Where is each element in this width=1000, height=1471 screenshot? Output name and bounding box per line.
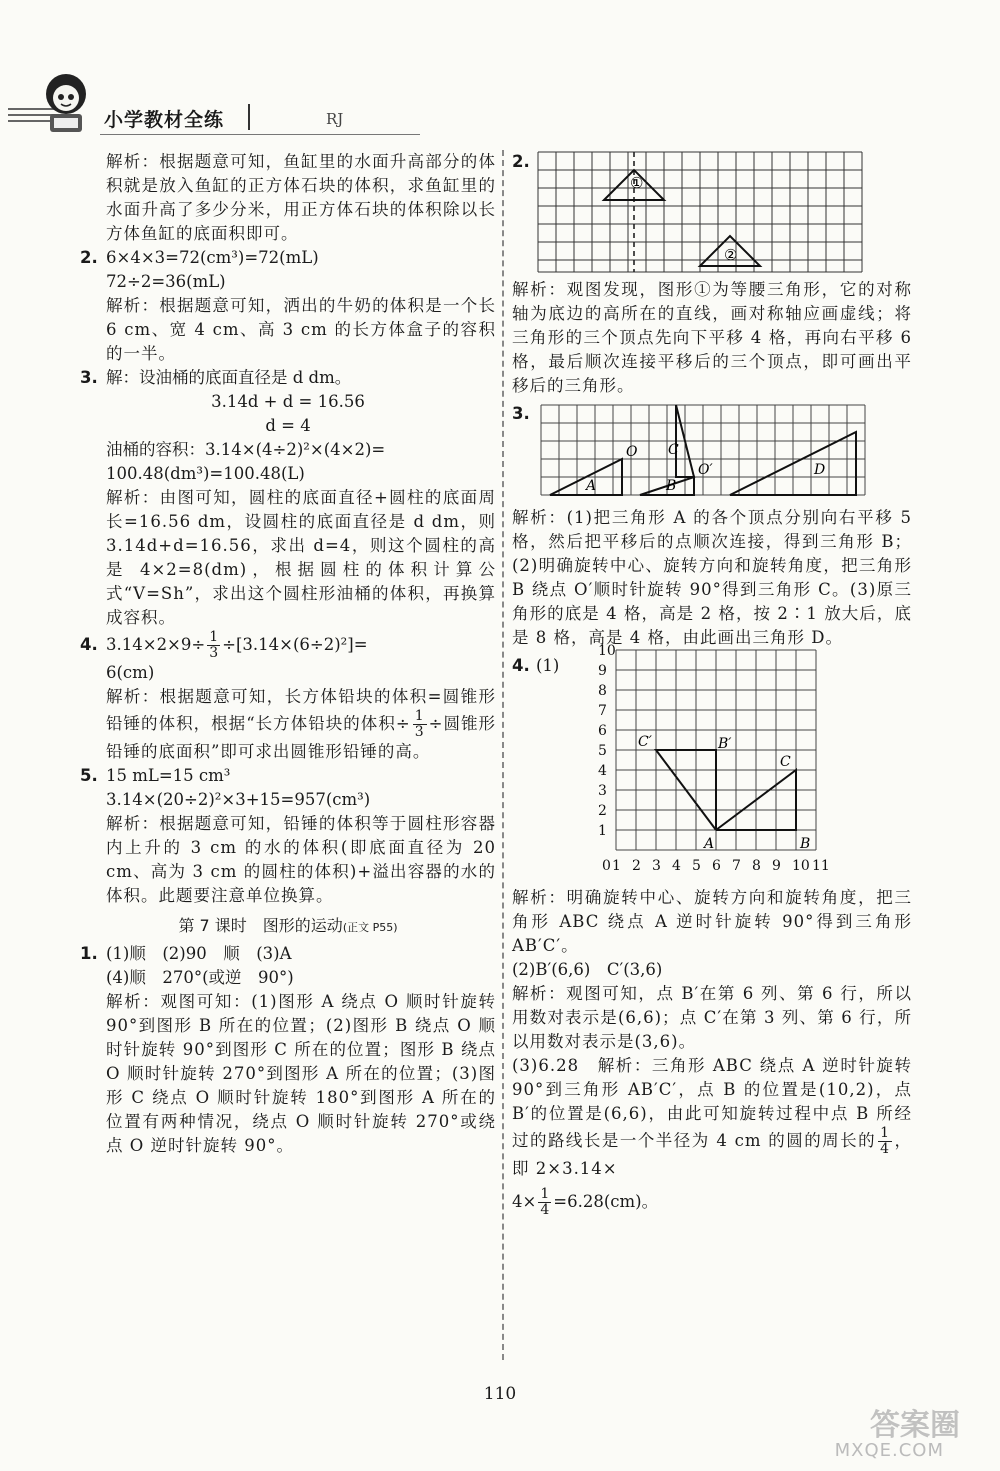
q2-line1: 2. 6×4×3=72(cm³)=72(mL) xyxy=(80,246,496,270)
label-C-prime: C′ xyxy=(638,734,652,750)
q5-line1: 5. 15 mL=15 cm³ xyxy=(80,764,496,788)
r4-part: (1) xyxy=(536,656,560,675)
y-tick-label: 2 xyxy=(598,803,607,819)
label-B-prime: B′ xyxy=(718,736,732,752)
label-D: D xyxy=(814,462,826,478)
header-title: 小学教材全练 xyxy=(104,109,225,131)
left-column xyxy=(80,150,496,1158)
fraction-one-quarter: $\frac{1}{4}$ xyxy=(880,1125,891,1157)
label-B: B xyxy=(800,836,811,852)
header-edition: RJ xyxy=(326,110,344,128)
y-tick-label: 8 xyxy=(598,683,607,699)
x-tick-label: 1 xyxy=(612,858,621,874)
fraction-one-quarter-2: $\frac{1}{4}$ xyxy=(540,1186,550,1218)
figure-3-block xyxy=(512,402,912,506)
q3-line3: 100.48(dm³)=100.48(L) xyxy=(106,464,305,483)
x-tick-label: 4 xyxy=(672,858,681,874)
x-tick-label: 5 xyxy=(692,858,701,874)
q4-line1: 4. 3.14×2×9÷ $\frac{1}{3}$ ÷[3.14×(6÷2)²]= xyxy=(80,629,368,661)
figure-3-grid xyxy=(538,402,868,502)
l1-answer-b: (4)顺 270°(或逆 90°) xyxy=(106,968,294,987)
y-tick-label: 7 xyxy=(598,703,607,719)
l1-number: 1. xyxy=(80,944,98,963)
right-column xyxy=(512,150,912,1218)
q3-number: 3. xyxy=(80,368,98,387)
figure-2-block xyxy=(512,150,912,278)
x-tick-label: 3 xyxy=(652,858,661,874)
fraction-one-third-2: $\frac{1}{3}$ xyxy=(414,708,425,740)
label-O: O xyxy=(626,444,638,460)
x-tick-label: 8 xyxy=(752,858,761,874)
x-tick-label: 2 xyxy=(632,858,641,874)
q4-explanation: 解析：根据题意可知，长方体铅块的体积=圆锥形铅锤的体积，根据“长方体铅块的体积÷ $\frac{1}{3}$ ÷圆锥形铅锤的底面积”即可求出圆锥形铅锤的高。 xyxy=(106,687,497,761)
figure-2-translation-grid xyxy=(538,152,862,272)
r4-explanation: 解析：明确旋转中心、旋转方向和旋转角度，把三角形 ABC 绕点 A 逆时针旋转 90°得到三角形 AB′C′。 xyxy=(512,888,912,955)
label-O-prime: O′ xyxy=(698,462,713,478)
r4-answer-3-end: 4× $\frac{1}{4}$ =6.28(cm)。 xyxy=(512,1186,659,1218)
y-tick-label: 6 xyxy=(598,723,607,739)
header-rule xyxy=(100,134,420,135)
y-tick-label: 5 xyxy=(598,743,607,759)
r4-answer-2: (2)B′(6,6) C′(3,6) xyxy=(512,960,663,979)
q2-line2: 72÷2=36(mL) xyxy=(106,272,226,291)
label-C: C xyxy=(780,754,791,770)
mascot-icon xyxy=(34,68,98,138)
label-triangle-1: ① xyxy=(630,174,644,192)
q4-line2: 6(cm) xyxy=(106,663,155,682)
figure-4-block xyxy=(512,643,912,886)
origin-label: 0 xyxy=(602,858,611,874)
l1-explanation: 解析：观图可知：(1)图形 A 绕点 O 顺时针旋转 90°到图形 B 所在的位置；(2)图形 B 绕点 O 顺时针旋转 90°到图形 C 所在的位置；图形 B 绕点 O 顺时针旋转 270°到图形 A 所在的位置；(3)图形 C 绕点 O 顺时针旋转 180°到图形 A 所在的位置有两种情况，绕点 O 顺时针旋转 270°或绕点 O 逆时针旋转 90°。 xyxy=(106,992,496,1155)
y-tick-label: 4 xyxy=(598,763,607,779)
label-A: A xyxy=(586,478,597,494)
q4-number: 4. xyxy=(80,635,98,654)
lesson-title: 第 7 课时 图形的运动(正文 P55) xyxy=(178,916,398,935)
label-B: B xyxy=(666,478,677,494)
r2-explanation: 解析：观图发现，图形①为等腰三角形，它的对称轴为底边的高所在的直线，画对称轴应画虚线；将三角形的三个顶点先向下平移 4 格，再向右平移 6 格，最后顺次连接平移后的三个顶点，即可画出平移后的三角形。 xyxy=(512,280,912,395)
r3-explanation: 解析：(1)把三角形 A 的各个顶点分别向右平移 5 格，然后把平移后的点顺次连接，得到三角形 B；(2)明确旋转中心、旋转方向和旋转角度，把三角形 B 绕点 O′顺时针旋转 90°得到三角形 C。(3)原三角形的底是 4 格，高是 2 格，按 2∶1 放大后，底是 8 格，高是 4 格，由此画出三角形 D。 xyxy=(512,508,912,647)
y-tick-label: 3 xyxy=(598,783,607,799)
y-tick-label: 10 xyxy=(598,643,616,659)
q3-explanation: 解析：由图可知，圆柱的底面直径+圆柱的底面周长=16.56 dm，设圆柱的底面直径是 d dm，则 3.14d+d=16.56，求出 d=4，则这个圆柱的高是 4×2=8(dm)，根据圆柱的体积计算公式“V=Sh”，求出这个圆柱形油桶的体积，再换算成容积。 xyxy=(106,488,496,627)
x-tick-label: 11 xyxy=(812,858,830,874)
x-tick-label: 10 xyxy=(792,858,810,874)
r4-answer-3: (3)6.28 解析：三角形 ABC 绕点 A 逆时针旋转 90°到三角形 AB′C′，点 B 的位置是(10,2)，点 B′的位置是(6,6)，由此可知旋转过程中点 B 所经过的路线长是一个半径为 4 cm 的圆的周长的 $\frac{1}{4}$ ，即 2×3.14× xyxy=(512,1056,913,1178)
figure-4-coordinate-grid xyxy=(558,643,848,882)
q2-number: 2. xyxy=(80,248,98,267)
q3-equation2: d = 4 xyxy=(265,416,311,435)
r2-number: 2. xyxy=(512,152,530,171)
q3-line2: 油桶的容积：3.14×(4÷2)²×(4×2)= xyxy=(106,440,386,459)
column-divider xyxy=(502,150,504,1360)
explanation-1: 解析：根据题意可知，鱼缸里的水面升高部分的体积就是放入鱼缸的正方体石块的体积，求鱼缸里的水面升高了多少分米，用正方体石块的体积除以长方体鱼缸的底面积即可。 xyxy=(106,152,496,243)
label-C: C xyxy=(668,442,679,458)
watermark-url: MXQE.COM xyxy=(834,1440,944,1461)
r3-number: 3. xyxy=(512,404,530,423)
l1-answer-a: 1. (1)顺 (2)90 顺 (3)A xyxy=(80,942,496,966)
q2-explanation: 解析：根据题意可知，洒出的牛奶的体积是一个长 6 cm、宽 4 cm、高 3 cm 的长方体盒子的容积的一半。 xyxy=(106,296,496,363)
r4-number: 4. xyxy=(512,656,530,675)
fraction-one-third: $\frac{1}{3}$ xyxy=(209,629,219,661)
label-triangle-2: ② xyxy=(724,246,738,264)
page-number: 110 xyxy=(483,1384,517,1404)
header-separator xyxy=(248,104,250,130)
q3-line1: 3. 解：设油桶的底面直径是 d dm。 xyxy=(80,366,496,390)
x-tick-label: 9 xyxy=(772,858,781,874)
watermark-logo: 答案圈 xyxy=(870,1408,960,1443)
q5-line2: 3.14×(20÷2)²×3+15=957(cm³) xyxy=(106,790,371,809)
label-A: A xyxy=(704,836,715,852)
q3-equation1: 3.14d + d = 16.56 xyxy=(211,392,365,411)
x-tick-label: 7 xyxy=(732,858,741,874)
q5-explanation: 解析：根据题意可知，铅锤的体积等于圆柱形容器内上升的 3 cm 的水的体积(即底面直径为 20 cm、高为 3 cm 的圆柱的体积)+溢出容器的水的体积。此题要注意单位换算。 xyxy=(106,814,496,905)
y-tick-label: 9 xyxy=(598,663,607,679)
r4-explanation-2: 解析：观图可知，点 B′在第 6 列、第 6 行，所以用数对表示是(6,6)；点 C′在第 3 列、第 6 行，所以用数对表示是(3,6)。 xyxy=(512,984,912,1051)
q5-number: 5. xyxy=(80,766,98,785)
y-tick-label: 1 xyxy=(598,823,607,839)
x-tick-label: 6 xyxy=(712,858,721,874)
